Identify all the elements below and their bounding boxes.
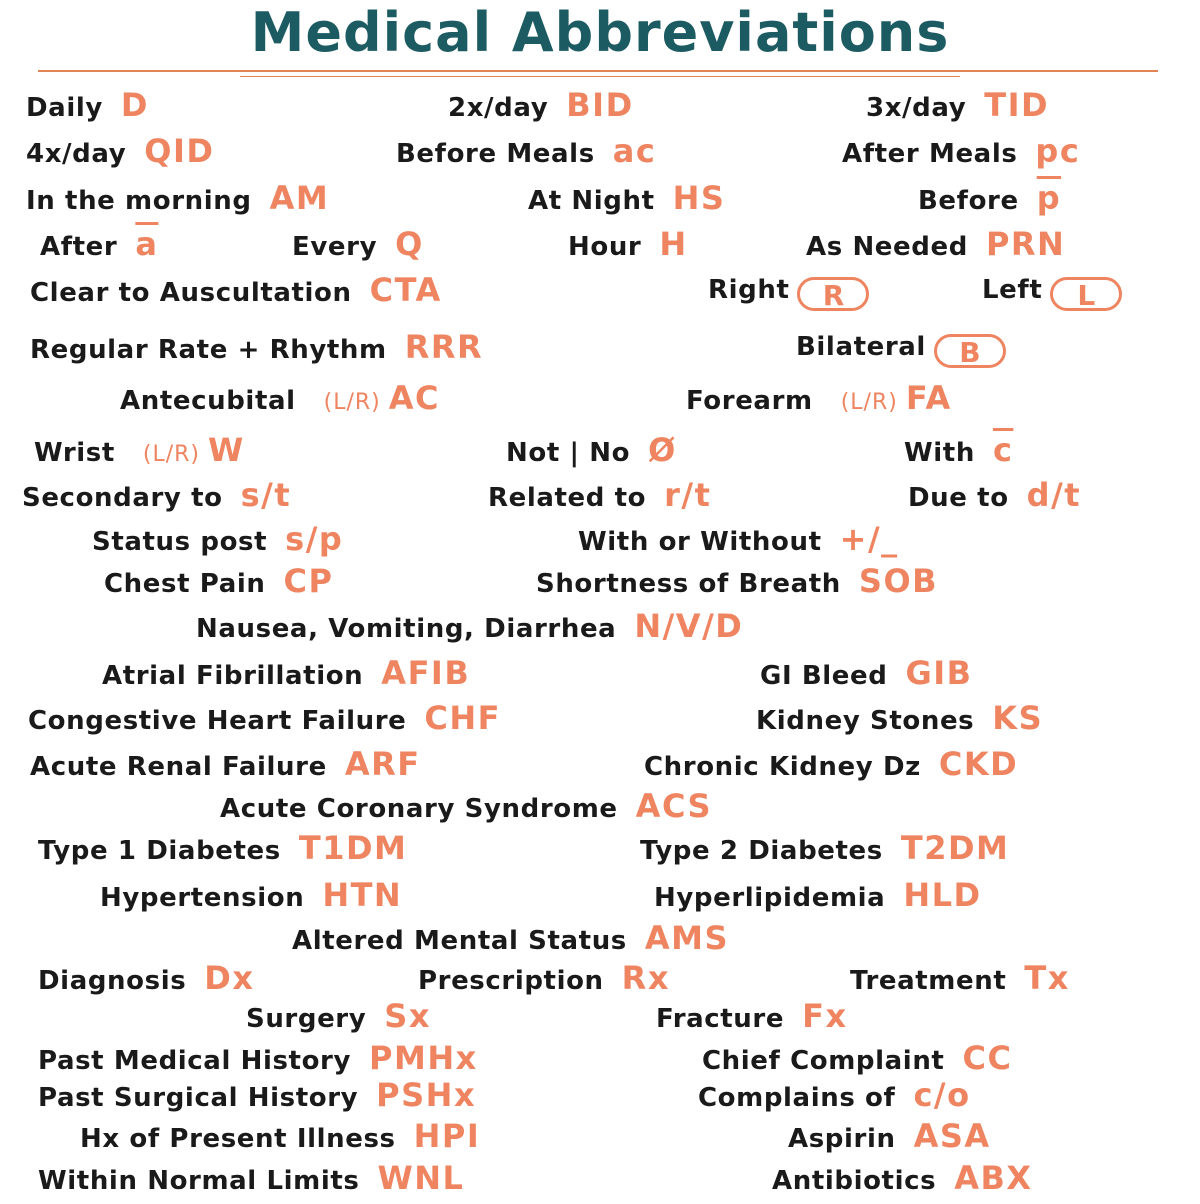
abbreviation-row — [0, 786, 1200, 826]
abbreviation-entry — [866, 85, 1049, 125]
abbreviation-row — [0, 1038, 1200, 1078]
abbreviation-code: $\overline{a}$ — [135, 225, 159, 263]
abbreviation-row — [0, 430, 1200, 470]
abbreviation-entry — [918, 178, 1061, 218]
abbreviation-row — [0, 519, 1200, 559]
abbreviation-term: As Needed — [806, 232, 968, 262]
abbreviation-term: Hyperlipidemia — [654, 883, 886, 913]
abbreviation-term: Aspirin — [788, 1124, 896, 1154]
abbreviation-code: s/t — [240, 476, 292, 514]
abbreviation-code: Q — [395, 225, 424, 263]
abbreviation-term: Altered Mental Status — [292, 926, 627, 956]
abbreviation-code: WNL — [377, 1159, 465, 1197]
abbreviation-code: CC — [962, 1039, 1013, 1077]
abbreviation-term: Fracture — [656, 1004, 785, 1034]
abbreviation-code: N/V/D — [634, 607, 744, 645]
abbreviation-entry — [38, 1158, 464, 1198]
abbreviation-entry — [578, 519, 899, 559]
abbreviation-entry — [22, 475, 291, 515]
abbreviation-entry — [220, 786, 712, 826]
abbreviation-entry — [26, 131, 214, 171]
abbreviation-term: Acute Coronary Syndrome — [220, 794, 618, 824]
abbreviation-entry — [120, 378, 440, 418]
abbreviation-term: Due to — [908, 483, 1009, 513]
abbreviation-entry — [80, 1116, 480, 1156]
abbreviation-term: Not | No — [506, 438, 631, 468]
abbreviation-code: Rx — [621, 959, 670, 997]
abbreviation-row — [0, 875, 1200, 915]
abbreviation-term: Antecubital — [120, 386, 296, 416]
abbreviation-code: T2DM — [900, 829, 1010, 867]
abbreviation-term: Chief Complaint — [702, 1046, 945, 1076]
abbreviation-entry — [842, 131, 1080, 171]
abbreviation-entry — [708, 270, 869, 310]
abbreviation-term: After Meals — [842, 139, 1018, 169]
abbreviation-code: CP — [283, 562, 334, 600]
abbreviation-entry — [34, 430, 245, 470]
abbreviation-code: H — [659, 225, 688, 263]
abbreviation-row — [0, 1158, 1200, 1198]
abbreviation-term: Surgery — [246, 1004, 367, 1034]
abbreviation-term: Hypertension — [100, 883, 305, 913]
abbreviation-term: Within Normal Limits — [38, 1166, 360, 1196]
abbreviation-entry — [702, 1038, 1012, 1078]
abbreviation-code: ACS — [635, 787, 713, 825]
abbreviation-entry — [568, 224, 688, 264]
abbreviation-entry — [640, 828, 1009, 868]
abbreviation-term: Shortness of Breath — [536, 569, 841, 599]
abbreviation-row — [0, 996, 1200, 1036]
abbreviation-row — [0, 561, 1200, 601]
abbreviation-entry — [772, 1158, 1033, 1198]
abbreviation-row — [0, 85, 1200, 125]
abbreviation-row — [0, 224, 1200, 264]
abbreviation-row — [0, 653, 1200, 693]
abbreviation-entry — [488, 475, 711, 515]
abbreviation-term: Clear to Auscultation — [30, 278, 352, 308]
abbreviation-entry — [656, 996, 848, 1036]
abbreviation-entry — [38, 1075, 476, 1115]
abbreviation-entry — [102, 653, 470, 693]
abbreviation-term: Regular Rate + Rhythm — [30, 335, 387, 365]
abbreviation-entry — [850, 958, 1070, 998]
abbreviation-row — [0, 1116, 1200, 1156]
abbreviation-entry — [100, 875, 402, 915]
abbreviation-row — [0, 1075, 1200, 1115]
abbreviation-code: Dx — [204, 959, 255, 997]
abbreviation-entry — [698, 1075, 971, 1115]
abbreviation-entry — [26, 85, 149, 125]
abbreviation-code: FA — [905, 379, 952, 417]
abbreviation-term: In the morning — [26, 186, 252, 216]
abbreviation-term: Kidney Stones — [756, 706, 975, 736]
abbreviation-entry — [196, 606, 743, 646]
abbreviation-term: Wrist — [34, 438, 115, 468]
abbreviation-row — [0, 475, 1200, 515]
abbreviation-code: SOB — [858, 562, 939, 600]
abbreviation-entry — [38, 1038, 478, 1078]
abbreviation-term: Before Meals — [396, 139, 595, 169]
abbreviation-row — [0, 131, 1200, 171]
abbreviation-code: RRR — [404, 328, 484, 366]
abbreviation-term: Prescription — [418, 966, 604, 996]
abbreviation-term: Daily — [26, 93, 103, 123]
abbreviation-code: Sx — [384, 997, 431, 1035]
abbreviation-code: L — [1050, 277, 1122, 311]
side-prefix: (L/R) — [323, 390, 381, 415]
abbreviation-entry — [28, 698, 501, 738]
abbreviation-term: 4x/day — [26, 139, 127, 169]
abbreviation-code: AFIB — [381, 654, 471, 692]
abbreviation-term: At Night — [528, 186, 655, 216]
abbreviation-code: CHF — [424, 699, 501, 737]
abbreviation-code: r/t — [664, 476, 712, 514]
page-title: Medical Abbreviations — [250, 1, 950, 64]
abbreviation-term: Chest Pain — [104, 569, 266, 599]
abbreviation-term: After — [40, 232, 118, 262]
abbreviation-code: ABX — [954, 1159, 1033, 1197]
abbreviation-row — [0, 958, 1200, 998]
abbreviation-code: AMS — [644, 919, 730, 957]
abbreviation-row — [0, 828, 1200, 868]
abbreviation-entry — [806, 224, 1065, 264]
abbreviation-term: GI Bleed — [760, 661, 888, 691]
abbreviation-term: Every — [292, 232, 378, 262]
abbreviation-code: AC — [388, 379, 441, 417]
abbreviation-term: Bilateral — [796, 332, 926, 362]
abbreviation-entry — [30, 270, 442, 310]
abbreviation-row — [0, 270, 1200, 310]
abbreviation-entry — [796, 327, 1006, 367]
abbreviation-code: T1DM — [298, 829, 408, 867]
abbreviation-code: HLD — [903, 876, 982, 914]
abbreviation-code: PRN — [985, 225, 1066, 263]
side-prefix: (L/R) — [142, 442, 200, 467]
abbreviation-entry — [536, 561, 938, 601]
abbreviation-entry — [38, 958, 255, 998]
abbreviation-entry — [292, 224, 424, 264]
abbreviation-code: HPI — [413, 1117, 481, 1155]
abbreviation-code: CKD — [938, 745, 1019, 783]
abbreviation-term: Forearm — [686, 386, 813, 416]
abbreviation-code: +/_ — [839, 520, 899, 558]
abbreviation-entry — [104, 561, 333, 601]
abbreviation-term: Before — [918, 186, 1019, 216]
abbreviation-entry — [686, 378, 952, 418]
abbreviation-term: Hx of Present Illness — [80, 1124, 396, 1154]
abbreviation-entry — [418, 958, 670, 998]
abbreviation-code: d/t — [1026, 476, 1082, 514]
abbreviation-entry — [654, 875, 982, 915]
abbreviation-entry — [292, 918, 729, 958]
side-prefix: (L/R) — [840, 390, 898, 415]
abbreviation-code: CTA — [369, 271, 442, 309]
abbreviation-code: $\overline{c}$ — [992, 431, 1014, 469]
abbreviation-term: Type 2 Diabetes — [640, 836, 883, 866]
abbreviation-term: Past Medical History — [38, 1046, 352, 1076]
abbreviation-code: B — [934, 334, 1006, 368]
abbreviation-row — [0, 178, 1200, 218]
abbreviation-term: Complains of — [698, 1083, 896, 1113]
abbreviation-term: Left — [982, 275, 1043, 305]
abbreviation-term: Hour — [568, 232, 642, 262]
abbreviation-entry — [908, 475, 1081, 515]
abbreviation-entry — [26, 178, 329, 218]
abbreviation-code: QID — [144, 132, 215, 170]
abbreviation-term: Type 1 Diabetes — [38, 836, 281, 866]
abbreviation-code: KS — [992, 699, 1044, 737]
abbreviation-entry — [448, 85, 634, 125]
abbreviation-code: GIB — [905, 654, 973, 692]
abbreviation-code: ac — [612, 132, 657, 170]
abbreviation-term: Right — [708, 275, 790, 305]
abbreviation-entry — [30, 744, 421, 784]
abbreviation-row — [0, 606, 1200, 646]
abbreviation-code: PSHx — [376, 1076, 477, 1114]
abbreviation-term: With — [904, 438, 975, 468]
abbreviation-entry — [528, 178, 725, 218]
abbreviation-entry — [40, 224, 158, 264]
abbreviation-code: s/p — [285, 520, 344, 558]
abbreviation-term: Antibiotics — [772, 1166, 937, 1196]
abbreviation-entry — [756, 698, 1043, 738]
abbreviation-term: 2x/day — [448, 93, 549, 123]
abbreviation-term: Related to — [488, 483, 647, 513]
abbreviation-row — [0, 918, 1200, 958]
abbreviation-entry — [644, 744, 1018, 784]
abbreviation-term: Past Surgical History — [38, 1083, 359, 1113]
abbreviation-entry — [92, 519, 343, 559]
abbreviation-code: TID — [984, 86, 1050, 124]
abbreviation-entry — [396, 131, 656, 171]
abbreviation-row — [0, 698, 1200, 738]
abbreviation-term: With or Without — [578, 527, 822, 557]
abbreviation-code: W — [208, 431, 245, 469]
abbreviation-term: Secondary to — [22, 483, 223, 513]
abbreviation-entry — [982, 270, 1122, 310]
abbreviation-code: D — [120, 86, 149, 124]
abbreviation-entry — [788, 1116, 991, 1156]
abbreviation-term: 3x/day — [866, 93, 967, 123]
abbreviation-row — [0, 327, 1200, 367]
abbreviation-code: c/o — [913, 1076, 971, 1114]
abbreviation-term: Status post — [92, 527, 268, 557]
abbreviation-term: Treatment — [850, 966, 1007, 996]
abbreviation-term: Acute Renal Failure — [30, 752, 327, 782]
abbreviation-code: Tx — [1024, 959, 1070, 997]
abbreviation-term: Nausea, Vomiting, Diarrhea — [196, 614, 617, 644]
abbreviation-code: HTN — [322, 876, 403, 914]
abbreviation-entry — [506, 430, 677, 470]
abbreviation-entry — [904, 430, 1013, 470]
abbreviation-entry — [246, 996, 431, 1036]
abbreviation-code: Fx — [802, 997, 848, 1035]
abbreviation-term: Atrial Fibrillation — [102, 661, 364, 691]
abbreviation-code: BID — [566, 86, 634, 124]
abbreviation-row — [0, 744, 1200, 784]
abbreviation-code: ASA — [913, 1117, 991, 1155]
abbreviation-code: R — [797, 277, 869, 311]
abbreviation-term: Diagnosis — [38, 966, 187, 996]
abbreviation-code: pc — [1035, 132, 1081, 170]
abbreviation-row — [0, 378, 1200, 418]
abbreviation-code: ARF — [344, 745, 421, 783]
abbreviation-term: Congestive Heart Failure — [28, 706, 407, 736]
abbreviation-code: PMHx — [369, 1039, 478, 1077]
abbreviation-entry — [30, 327, 483, 367]
abbreviation-code: Ø — [648, 431, 677, 469]
abbreviation-entry — [38, 828, 407, 868]
abbreviation-entry — [760, 653, 973, 693]
abbreviation-code: $\overline{p}$ — [1036, 179, 1062, 217]
abbreviation-code: HS — [672, 179, 726, 217]
abbreviation-term: Chronic Kidney Dz — [644, 752, 921, 782]
abbreviation-code: AM — [269, 179, 330, 217]
